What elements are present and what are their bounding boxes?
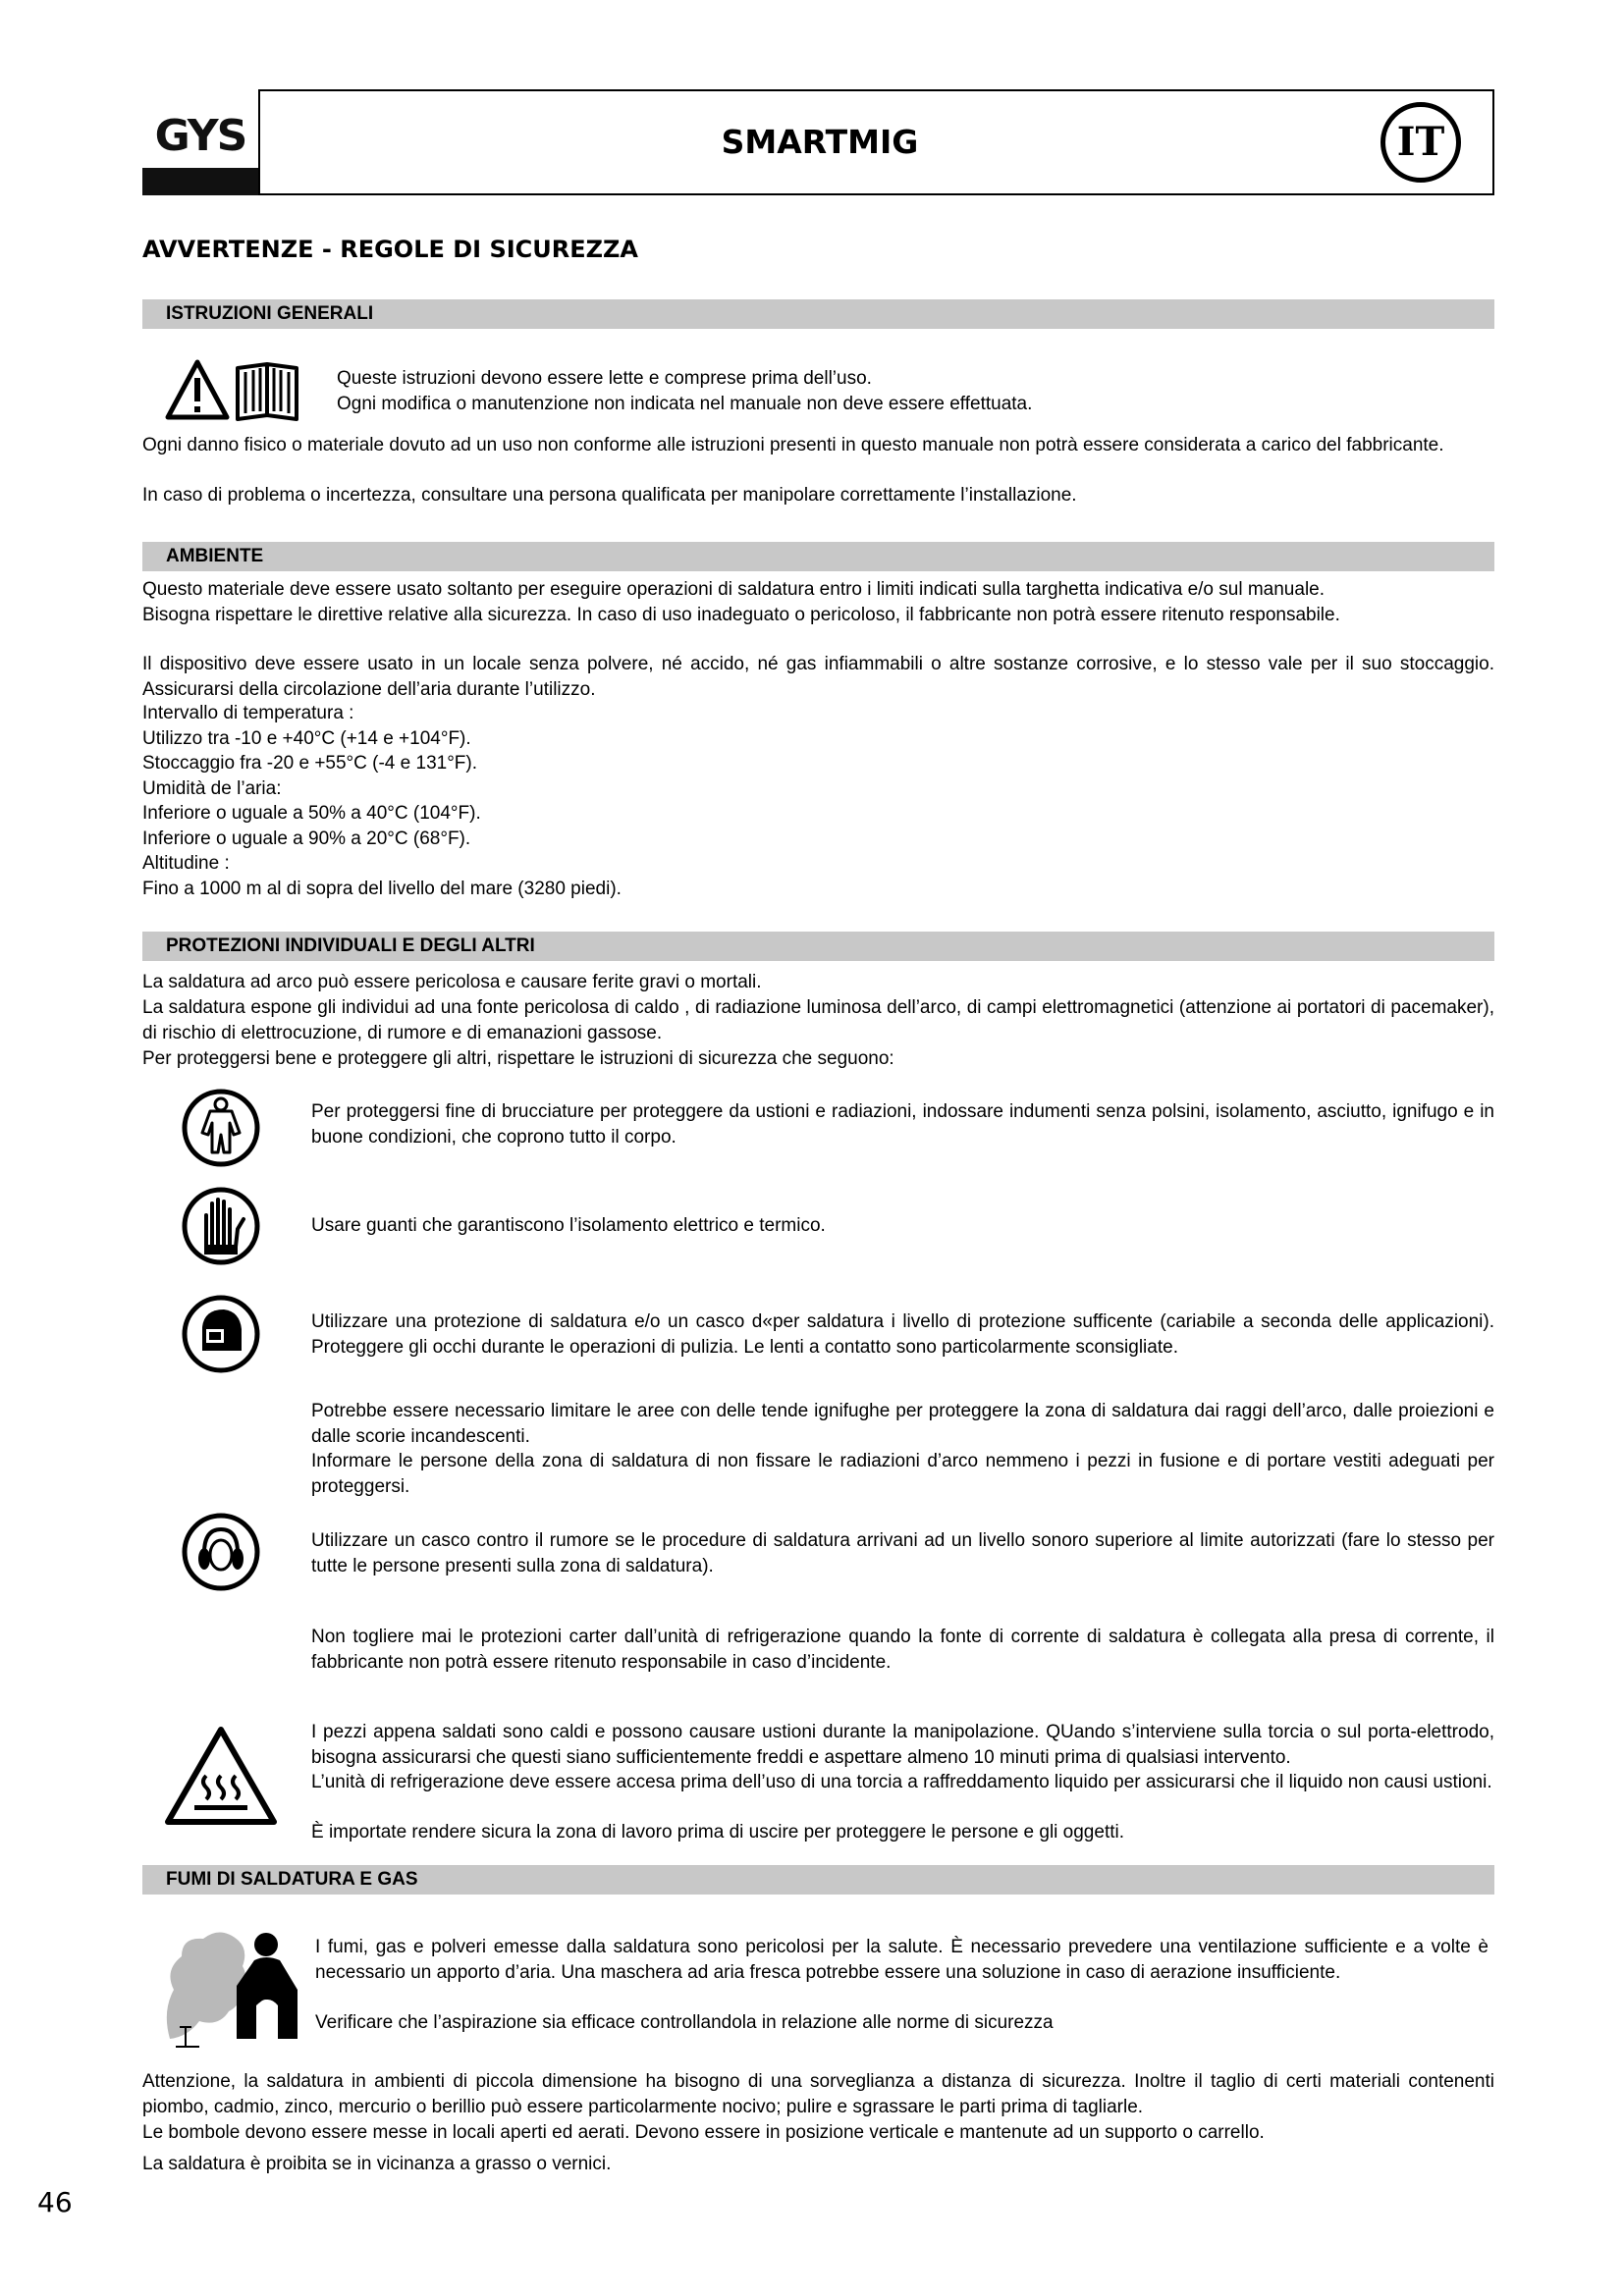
- protection-curtains-text: Potrebbe essere necessario limitare le aree con delle tende ignifughe per proteggere la zona di saldatura dai raggi dell’arco, dalle proiezioni e dalle scorie incandescenti.: [311, 1401, 1494, 1447]
- protection-cooling-text: Non togliere mai le protezioni carter dall’unità di refrigerazione quando la fonte di corrente di saldatura è collegata alla presa di corrente, il fabbricante non potrà essere ritenuto responsabile in caso d’incidente.: [311, 1627, 1494, 1673]
- fumes-icon-text: Verificare che l’aspirazione sia efficace controllandola in relazione alle norme di sicurezza: [315, 2012, 1054, 2033]
- fumes-paragraph: Attenzione, la saldatura in ambienti di piccola dimensione ha bisogno di una sorveglianza a distanza di sicurezza. Inoltre il taglio di certi materiali contenenti piombo, cadmio, zinco, mercurio o berillio può essere particolarmente nocivo; pulire e sgrassare le parti prima di tagliarle.: [142, 2071, 1494, 2117]
- spec-line: Fino a 1000 m al di sopra del livello del mare (3280 piedi).: [142, 878, 622, 899]
- section-bar-fumes: [142, 1865, 1494, 1895]
- fumes-paragraph: Le bombole devono essere messe in locali aperti ed aerati. Devono essere in posizione verticale e mantenute ad un supporto o carrello.: [142, 2122, 1265, 2143]
- welding-fumes-icon: [160, 1921, 309, 2056]
- protection-hot-text: I pezzi appena saldati sono caldi e possono causare ustioni durante la manipolazione. QUando s’interviene sulla torcia o sul porta-elettrodo, bisogna assicurarsi che questi siano sufficientemente freddi e aspettare almeno 10 minuti prima di qualsiasi intervento.: [311, 1722, 1494, 1768]
- hearing-protection-icon: [181, 1512, 261, 1592]
- section-bar-protection: [142, 932, 1494, 961]
- fumes-paragraph: La saldatura è proibita se in vicinanza a grasso o vernici.: [142, 2154, 612, 2174]
- section-title-environment: AMBIENTE: [166, 546, 264, 566]
- section-title-general: ISTRUZIONI GENERALI: [166, 303, 374, 324]
- section-bar-general: [142, 299, 1494, 329]
- main-heading: AVVERTENZE - REGOLE DI SICUREZZA: [142, 236, 639, 263]
- protection-clothing-text: Per proteggersi fine di brucciature per proteggere da ustioni e radiazioni, indossare indumenti senza polsini, isolamento, asciutto, ignifugo e in buone condizioni, che coprono tutto il corpo.: [311, 1101, 1494, 1148]
- protection-hearing-text: Utilizzare un casco contro il rumore se le procedure di saldatura arrivani ad un livello sonoro superiore al limite autorizzati (fare lo stesso per tutte le persone presenti sulla zona di saldatura).: [311, 1530, 1494, 1576]
- environment-paragraph: Bisogna rispettare le direttive relative alla sicurezza. In caso di uso inadeguato o pericoloso, il fabbricante non potrà essere ritenuto responsabile.: [142, 605, 1340, 625]
- protection-hot-text: L’unità di refrigerazione deve essere accesa prima dell’uso di una torcia a raffreddamento liquido per assicurarsi che il liquido non causi ustioni.: [311, 1772, 1492, 1792]
- general-paragraph: In caso di problema o incertezza, consultare una persona qualificata per manipolare correttamente l’installazione.: [142, 485, 1077, 506]
- fumes-icon-text: I fumi, gas e polveri emesse dalla saldatura sono pericolosi per la salute. È necessario prevedere una ventilazione sufficiente e a volte è necessario un apporto d’aria. Una maschera ad aria fresca potrebbe essere una soluzione in caso di aerazione insufficiente.: [315, 1937, 1489, 1983]
- spec-line: Altitudine :: [142, 853, 230, 874]
- general-paragraph: Ogni danno fisico o materiale dovuto ad un uso non conforme alle istruzioni presenti in questo manuale non potrà essere considerata a carico del fabbricante.: [142, 435, 1444, 455]
- page-number: 46: [37, 2186, 73, 2218]
- environment-paragraph: Questo materiale deve essere usato soltanto per eseguire operazioni di saldatura entro i limiti indicati sulla targhetta indicativa e/o sul manuale.: [142, 579, 1326, 600]
- spec-line: Intervallo di temperatura :: [142, 703, 354, 723]
- protection-curtains-text: Informare le persone della zona di saldatura di non fissare le radiazioni d’arco nemmeno i pezzi in fusione e di portare vestiti adeguati per proteggersi.: [311, 1451, 1494, 1497]
- protection-intro: Per proteggersi bene e proteggere gli altri, rispettare le istruzioni di sicurezza che seguono:: [142, 1048, 894, 1069]
- gys-logo: [142, 89, 260, 195]
- protective-clothing-icon: [181, 1088, 261, 1168]
- spec-line: Inferiore o uguale a 50% a 40°C (104°F).: [142, 803, 481, 824]
- environment-paragraph: Il dispositivo deve essere usato in un locale senza polvere, né accido, né gas infiammabili o altre sostanze corrosive, e lo stesso vale per il suo stoccaggio. Assicurarsi della circolazione dell’aria durante l’utilizzo.: [142, 654, 1494, 700]
- protection-helmet-text: Utilizzare una protezione di saldatura e/o un casco d«per saldatura i livello di protezione sufficente (cariabile a seconda delle applicazioni). Proteggere gli occhi durante le operazioni di pulizia. Le lenti a contatto sono particolarmente sconsigliate.: [311, 1311, 1494, 1358]
- gloves-icon: [181, 1186, 261, 1266]
- warning-manual-icon: [165, 358, 307, 423]
- spec-line: Inferiore o uguale a 90% a 20°C (68°F).: [142, 828, 471, 849]
- spec-line: Stoccaggio fra -20 e +55°C (-4 e 131°F).: [142, 753, 478, 774]
- protection-intro: La saldatura ad arco può essere pericolosa e causare ferite gravi o mortali.: [142, 972, 762, 992]
- section-title-protection: PROTEZIONI INDIVIDUALI E DEGLI ALTRI: [166, 935, 535, 956]
- general-icon-line: Ogni modifica o manutenzione non indicata nel manuale non deve essere effettuata.: [337, 394, 1033, 414]
- protection-hot-text: È importate rendere sicura la zona di lavoro prima di uscire per proteggere le persone e gli oggetti.: [311, 1822, 1125, 1842]
- protection-gloves-text: Usare guanti che garantiscono l’isolamento elettrico e termico.: [311, 1215, 826, 1236]
- protection-intro: La saldatura espone gli individui ad una fonte pericolosa di caldo , di radiazione luminosa dell’arco, di campi elettromagnetici (attenzione ai portatori di pacemaker), di rischio di elettrocuzione, di rumore e di emanazioni gassose.: [142, 997, 1494, 1043]
- language-badge: IT: [1380, 102, 1461, 183]
- environment-specs: [142, 701, 1494, 901]
- logo-text: GYS: [154, 111, 246, 161]
- section-title-fumes: FUMI DI SALDATURA E GAS: [166, 1869, 418, 1890]
- section-bar-environment: [142, 542, 1494, 571]
- document-title: SMARTMIG: [721, 123, 919, 161]
- general-icon-line: Queste istruzioni devono essere lette e comprese prima dell’uso.: [337, 368, 872, 389]
- hot-surface-icon: [163, 1725, 279, 1828]
- spec-line: Utilizzo tra -10 e +40°C (+14 e +104°F).: [142, 727, 471, 749]
- welding-helmet-icon: [181, 1294, 261, 1374]
- spec-line: Umidità de l’aria:: [142, 777, 282, 799]
